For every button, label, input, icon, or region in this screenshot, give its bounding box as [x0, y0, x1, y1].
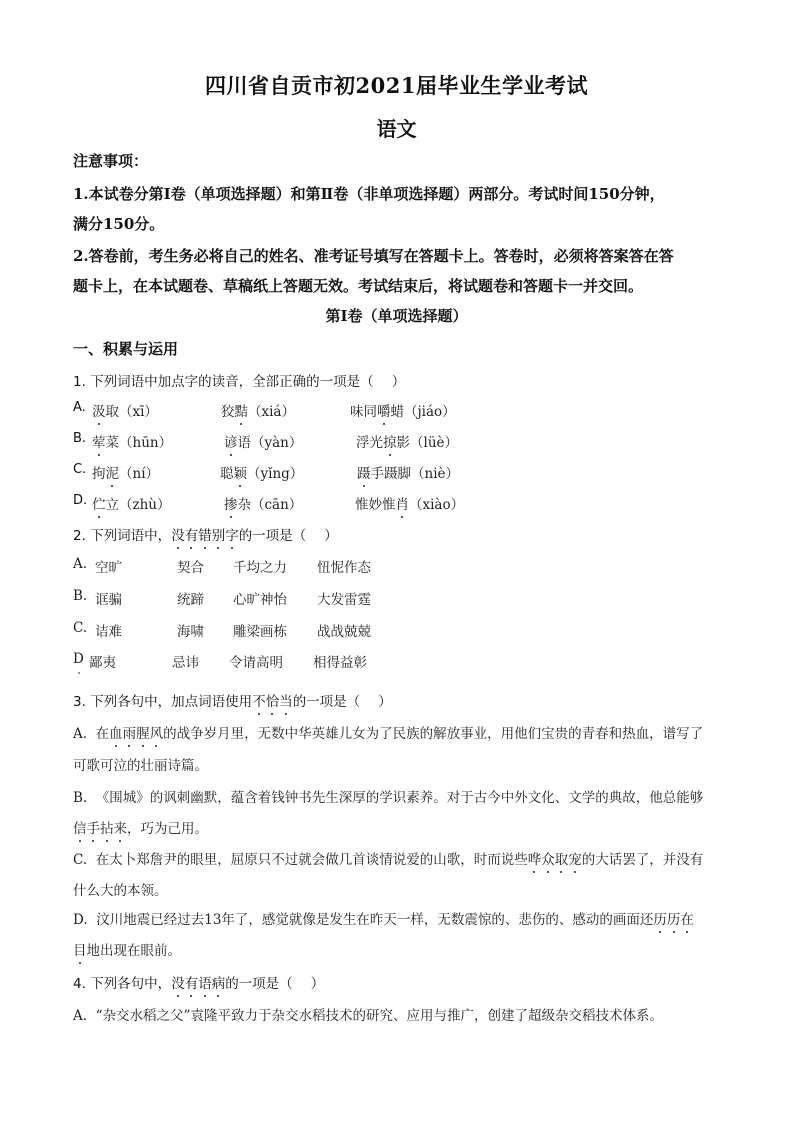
dotted-char: 肖 [395, 497, 409, 513]
dotted-char: 嚼 [377, 404, 391, 420]
q3-option-d-line2: 目地出现在眼前。 [73, 943, 181, 959]
q1-stem-text: 下列词语中加点字的读音，全部正确的一项是（ [90, 374, 374, 390]
q3-option-c-line1: C. 在太卜郑詹尹的眼里，屈原只不过就会做几首谈情说爱的山歌，时而说些哗众取宠的大话罢了，并没有 [73, 852, 704, 868]
notice-heading: 注意事项： [73, 152, 149, 170]
q2-stem: 2. 下列词语中，没有错别字的一项是（ ） [73, 528, 338, 544]
q3-option-a-line1: A. 在血雨腥风的战争岁月里，无数中华英雄儿女为了民族的解放事业，用他们宝贵的青春和热血，谱写了 [73, 726, 704, 742]
volume-heading: 第Ⅰ卷（单项选择题） [325, 307, 468, 325]
q4-number: 4. [73, 976, 86, 992]
dotted-char: 掠 [383, 435, 397, 451]
q3-option-a-line2: 可歌可泣的壮丽诗篇。 [73, 758, 208, 774]
q3-stem: 3. 下列各句中，加点词语使用不恰当的一项是（ ） [73, 694, 392, 710]
notice-2-line2: 题卡上，在本试题卷、草稿纸上答题无效。考试结束后，将试题卷和答题卡一并交回。 [73, 277, 644, 295]
dotted-char: 掺 [224, 497, 238, 513]
dotted-char: 黠 [234, 404, 248, 420]
section-heading: 一、积累与运用 [73, 340, 179, 358]
notice-2-line1: 2.答卷前，考生务必将自己的姓名、准考证号填写在答题卡上。答卷时，必须将答案答在答 [73, 247, 674, 265]
notice-1-line2: 满分150分。 [73, 215, 165, 233]
dotted-char: 荤 [92, 435, 106, 451]
q1-stem: 1. 下列词语中加点字的读音，全部正确的一项是（ ） [73, 374, 406, 390]
q3-option-c-line2: 什么大的本领。 [73, 883, 168, 899]
subject-title: 语文 [376, 117, 417, 141]
q1-number: 1. [73, 374, 86, 390]
dotted-char: 谚 [224, 435, 238, 451]
document-title: 四川省自贡市初2021届毕业生学业考试 [205, 73, 588, 98]
q3-option-b-line1: B. 《围城》的讽刺幽默，蕴含着钱钟书先生深厚的学识素养。对于古今中外文化、文学的典故，他总能够 [73, 790, 704, 806]
q2-number: 2. [73, 528, 86, 544]
dotted-char: 汲 [92, 404, 106, 420]
q3-option-d-line1: D. 汶川地震已经过去13年了，感觉就像是发生在昨天一样，无数震惊的、悲伤的、感动的画面还历历在 [73, 912, 694, 928]
stray-mark [78, 672, 80, 674]
q3-option-b-line2: 信手拈来，巧为己用。 [73, 821, 208, 837]
dotted-char: 颖 [233, 466, 247, 482]
q4-option-a: A. “杂交水稻之父”袁隆平致力于杂交水稻技术的研究、应用与推广，创建了超级杂交稻技术体系。 [73, 1008, 663, 1024]
dotted-char: 伫 [92, 497, 106, 513]
dotted-char: 泥 [105, 466, 119, 482]
dotted-char: 蹑 [357, 466, 371, 482]
notice-1-line1: 1.本试卷分第Ⅰ卷（单项选择题）和第Ⅱ卷（非单项选择题）两部分。考试时间150分钟， [73, 185, 665, 203]
q3-number: 3. [73, 694, 86, 710]
q4-stem: 4. 下列各句中，没有语病的一项是（ ） [73, 976, 325, 992]
